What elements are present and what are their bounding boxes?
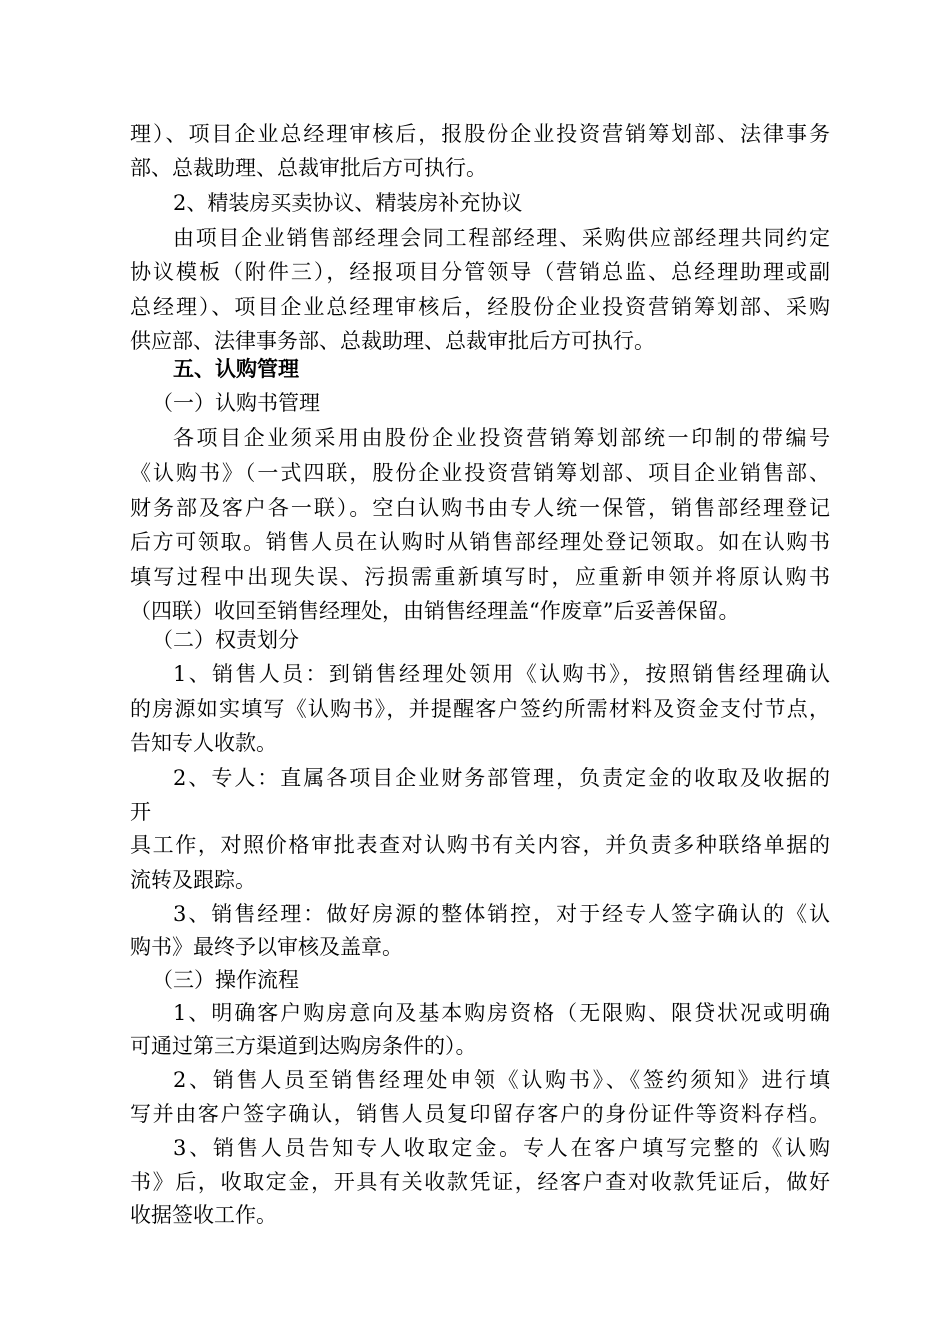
paragraph-line: 购书》最终予以审核及盖章。 — [130, 935, 403, 959]
paragraph-line: 各项目企业须采用由股份企业投资营销筹划部统一印制的带编号 — [173, 426, 830, 450]
paragraph-line: 由项目企业销售部经理会同工程部经理、采购供应部经理共同约定 — [173, 226, 830, 250]
paragraph-line: 的房源如实填写《认购书》，并提醒客户签约所需材料及资金支付节点， — [130, 697, 830, 721]
paragraph-line: 财务部及客户各一联）。空白认购书由专人统一保管，销售部经理登记 — [130, 496, 830, 520]
paragraph-line: 书》后，收取定金，开具有关收款凭证，经客户查对收款凭证后，做好 — [130, 1170, 830, 1194]
paragraph-line: 3、销售人员告知专人收取定金。专人在客户填写完整的《认购 — [173, 1136, 830, 1160]
paragraph-line: 理）、项目企业总经理审核后，报股份企业投资营销筹划部、法律事务 — [130, 122, 830, 146]
paragraph-line: 2、专人：直属各项目企业财务部管理，负责定金的收取及收据的 — [173, 766, 830, 790]
paragraph-line: 总经理）、项目企业总经理审核后，经股份企业投资营销筹划部、采购 — [130, 295, 830, 319]
paragraph-line: 写并由客户签字确认，销售人员复印留存客户的身份证件等资料存档。 — [130, 1102, 830, 1126]
paragraph-line: 协议模板（附件三），经报项目分管领导（营销总监、总经理助理或副 — [130, 260, 830, 284]
subsection-heading: （一）认购书管理 — [152, 391, 320, 415]
paragraph-line: 流转及跟踪。 — [130, 868, 256, 892]
paragraph-line: 部、总裁助理、总裁审批后方可执行。 — [130, 156, 487, 180]
paragraph-line: （四联）收回至销售经理处，由销售经理盖“作废章”后妥善保留。 — [130, 599, 740, 623]
paragraph-line: 1、销售人员：到销售经理处领用《认购书》，按照销售经理确认 — [173, 662, 830, 686]
subsection-heading: （三）操作流程 — [152, 968, 299, 992]
paragraph-line: 收据签收工作。 — [130, 1203, 277, 1227]
paragraph-line: 告知专人收款。 — [130, 731, 277, 755]
paragraph-line: 具工作，对照价格审批表查对认购书有关内容，并负责多种联络单据的 — [130, 833, 830, 857]
paragraph-line: 可通过第三方渠道到达购房条件的）。 — [130, 1034, 477, 1058]
paragraph-line: 2、销售人员至销售经理处申领《认购书》、《签约须知》进行填 — [173, 1068, 830, 1092]
section-heading: 五、认购管理 — [173, 357, 299, 381]
paragraph-line: 1、明确客户购房意向及基本购房资格（无限购、限贷状况或明确 — [173, 1001, 830, 1025]
paragraph-line: 3、销售经理：做好房源的整体销控，对于经专人签字确认的《认 — [173, 902, 830, 926]
paragraph-line: 《认购书》（一式四联，股份企业投资营销筹划部、项目企业销售部、 — [130, 461, 830, 485]
paragraph-line: 填写过程中出现失误、污损需重新填写时，应重新申领并将原认购书 — [130, 565, 830, 589]
subsection-heading: （二）权责划分 — [152, 628, 299, 652]
paragraph-line: 开 — [130, 800, 151, 824]
paragraph-line: 供应部、法律事务部、总裁助理、总裁审批后方可执行。 — [130, 329, 655, 353]
paragraph-line: 后方可领取。销售人员在认购时从销售部经理处登记领取。如在认购书 — [130, 530, 830, 554]
list-item-title: 2、精装房买卖协议、精装房补充协议 — [173, 191, 523, 215]
